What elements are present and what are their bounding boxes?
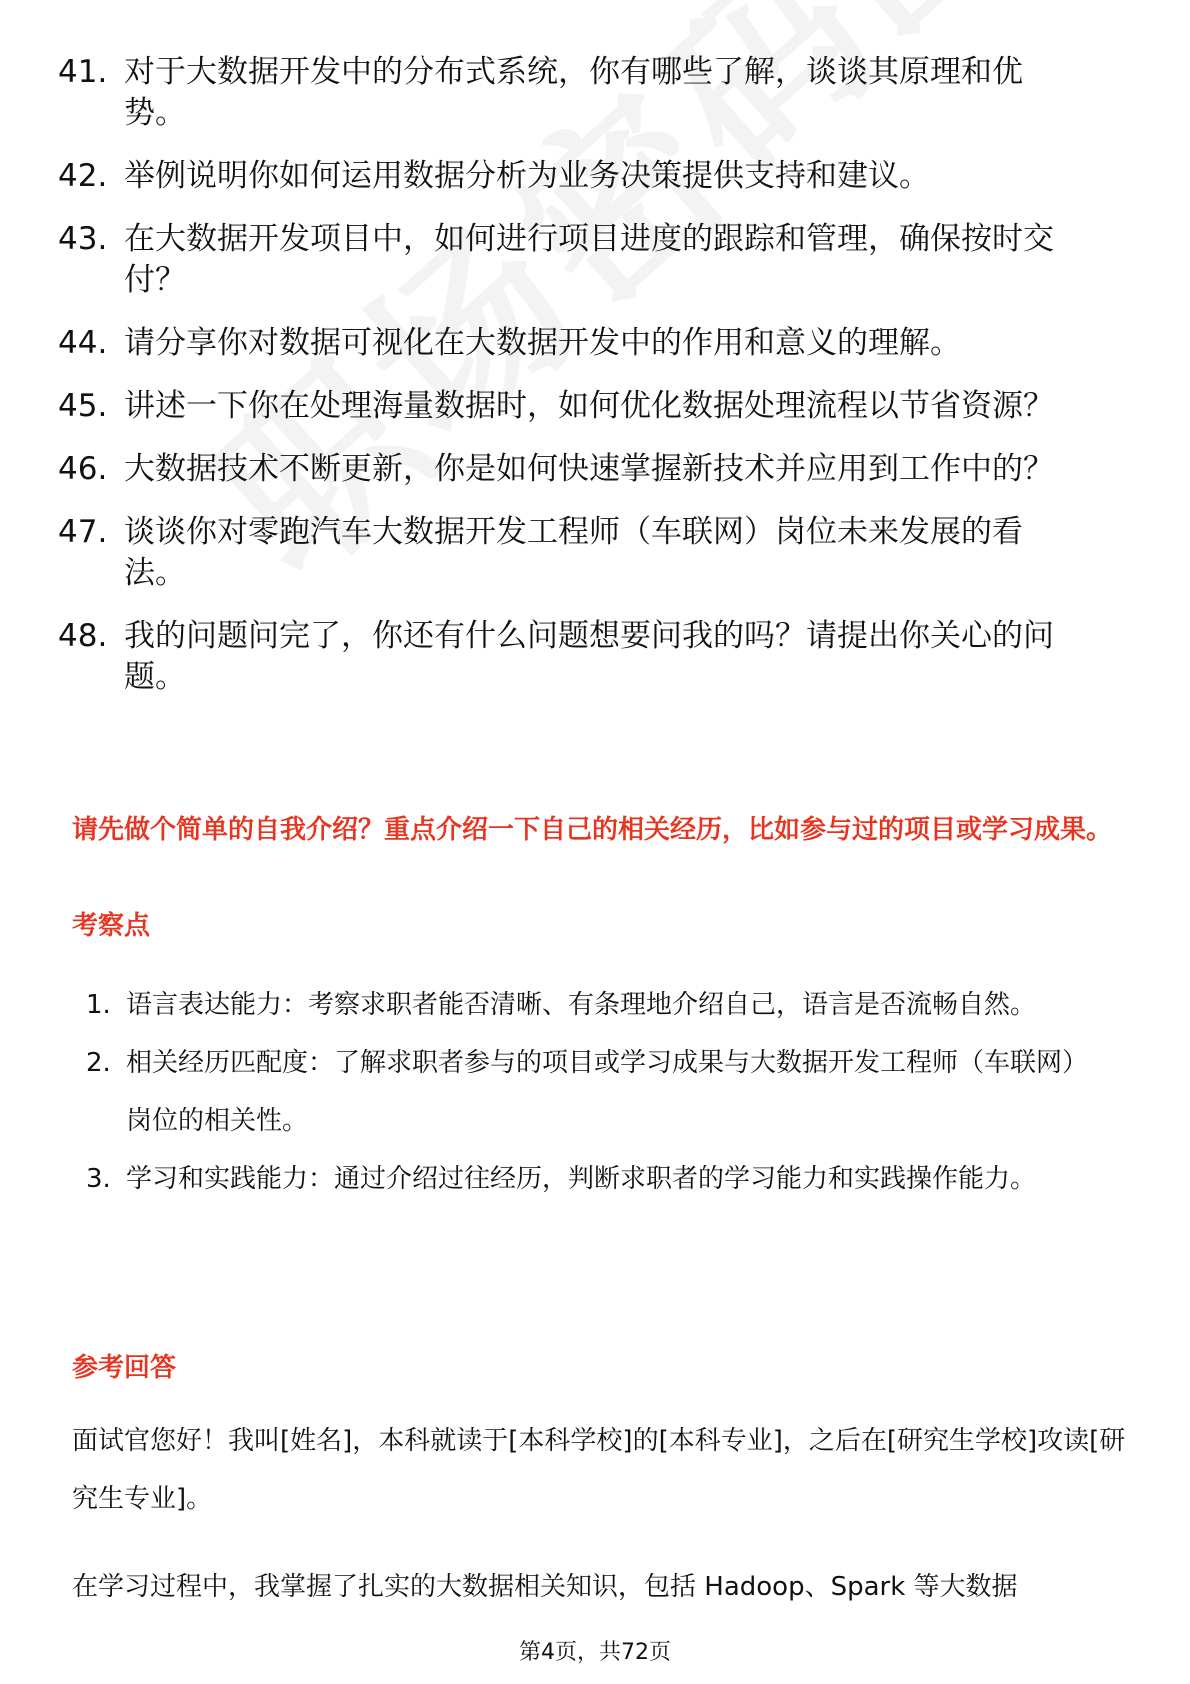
- question-number: 44.: [58, 325, 108, 361]
- question-text: 对于大数据开发中的分布式系统，你有哪些了解，谈谈其原理和优势。: [124, 54, 1023, 131]
- question-text: 我的问题问完了，你还有什么问题想要问我的吗？请提出你关心的问题。: [124, 618, 1054, 695]
- key-point-item: [86, 1034, 1126, 1150]
- question-text: 举例说明你如何运用数据分析为业务决策提供支持和建议。: [124, 158, 930, 194]
- question-item: [58, 386, 1118, 427]
- question-list: [58, 52, 1118, 720]
- question-item: [58, 156, 1118, 197]
- answer-paragraph: 在学习过程中，我掌握了扎实的大数据相关知识，包括 Hadoop、Spark 等大数据: [72, 1572, 1018, 1602]
- key-point-number: 2.: [86, 1048, 111, 1078]
- key-point-item: [86, 1150, 1126, 1208]
- question-item: [58, 323, 1118, 364]
- question-item: [58, 449, 1118, 490]
- key-point-number: 3.: [86, 1164, 111, 1194]
- key-point-text: 相关经历匹配度：了解求职者参与的项目或学习成果与大数据开发工程师（车联网）岗位的相关性。: [126, 1048, 1076, 1136]
- question-item: [58, 219, 1118, 301]
- question-number: 45.: [58, 388, 108, 424]
- section-title: 请先做个简单的自我介绍？重点介绍一下自己的相关经历，比如参与过的项目或学习成果。: [72, 815, 1113, 845]
- question-number: 47.: [58, 514, 108, 550]
- question-item: [58, 616, 1118, 698]
- key-point-number: 1.: [86, 990, 111, 1020]
- key-points-list: [86, 976, 1126, 1208]
- question-text: 讲述一下你在处理海量数据时，如何优化数据处理流程以节省资源？: [124, 388, 1054, 424]
- question-text: 大数据技术不断更新，你是如何快速掌握新技术并应用到工作中的？: [124, 451, 1054, 487]
- question-text: 请分享你对数据可视化在大数据开发中的作用和意义的理解。: [124, 325, 961, 361]
- question-number: 41.: [58, 54, 108, 90]
- question-item: [58, 512, 1118, 594]
- question-number: 42.: [58, 158, 108, 194]
- question-number: 46.: [58, 451, 108, 487]
- question-number: 43.: [58, 221, 108, 257]
- question-number: 48.: [58, 618, 108, 654]
- key-point-item: [86, 976, 1126, 1034]
- key-point-text: 学习和实践能力：通过介绍过往经历，判断求职者的学习能力和实践操作能力。: [126, 1164, 1037, 1194]
- key-points-heading: 考察点: [72, 911, 151, 941]
- page-number: 第4页，共72页: [519, 1640, 671, 1665]
- answer-paragraph: 面试官您好！我叫[姓名]，本科就读于[本科学校]的[本科专业]，之后在[研究生学校]攻读[研究生专业]。: [72, 1426, 1126, 1514]
- question-text: 谈谈你对零跑汽车大数据开发工程师（车联网）岗位未来发展的看法。: [124, 514, 1023, 591]
- question-text: 在大数据开发项目中，如何进行项目进度的跟踪和管理，确保按时交付？: [124, 221, 1054, 298]
- answer-heading: 参考回答: [72, 1353, 177, 1383]
- key-point-text: 语言表达能力：考察求职者能否清晰、有条理地介绍自己，语言是否流畅自然。: [126, 990, 1037, 1020]
- question-item: [58, 52, 1118, 134]
